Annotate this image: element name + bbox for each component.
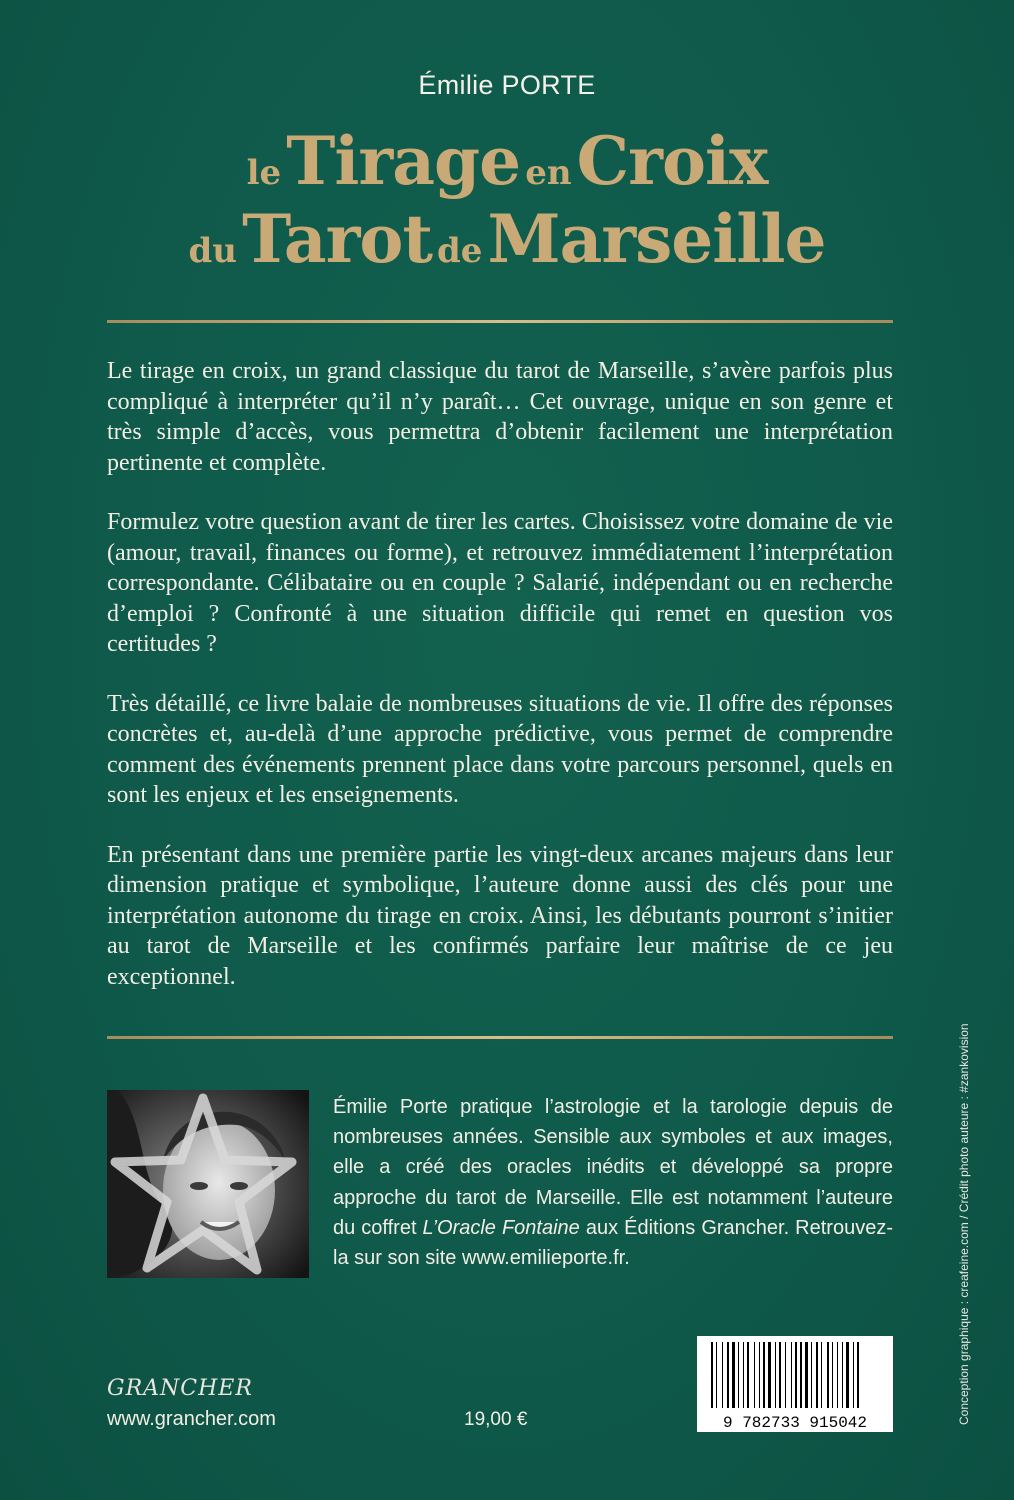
description-paragraph: En présentant dans une première partie les vingt-deux arcanes majeurs dans leur dimension pratique et symbolique, l’auteure donne aussi des clés pour une interprétation autonome du tirage en croix. Ainsi, les débutants pourront s’initier au tarot de Marseille et les confirmés parfaire leur maîtrise de ce jeu exceptionnel. — [107, 841, 893, 990]
title-word-tirage: Tirage — [286, 122, 521, 200]
book-title-line-1 — [0, 122, 1014, 200]
title-word-croix: Croix — [576, 122, 768, 200]
barcode-bar — [821, 1342, 822, 1408]
barcode-bar — [785, 1342, 786, 1408]
barcode-bar — [747, 1342, 749, 1408]
barcode-bar — [722, 1342, 723, 1408]
publisher-website: www.grancher.com — [107, 1408, 276, 1430]
barcode-bar — [795, 1342, 797, 1408]
title-word-le: le — [246, 153, 282, 193]
author-name: Émilie PORTE — [418, 70, 596, 100]
bio-text-1: Émilie Porte pratique l’astrologie et la tarologie depuis de nombreuses années. Sensible aux symboles et aux images, elle a créé des oracles inédits et développé sa propre approche du tarot de Marseille. Elle est notamment l’auteure du coffret — [333, 1096, 893, 1239]
isbn-number: 9 782733 915042 — [722, 1414, 868, 1432]
description-paragraph: Formulez votre question avant de tirer les cartes. Choisissez votre domaine de vie (amour, travail, finances ou forme), et retrouvez immédiatement l’interprétation correspondante. Célibataire ou en couple ? Salarié, indépendant ou en recherche d’emploi ? Confronté à une situation difficile qui remet en question vos certitudes ? — [107, 509, 893, 657]
barcode-bar — [711, 1342, 713, 1408]
barcode-bar — [779, 1342, 781, 1408]
barcode-bar — [800, 1342, 802, 1408]
barcode-bar — [837, 1342, 838, 1408]
barcode-bar — [732, 1342, 735, 1408]
barcode-bar — [857, 1342, 859, 1408]
barcode-bar — [832, 1342, 833, 1408]
barcode-bar — [775, 1342, 776, 1408]
barcode-bar — [846, 1342, 849, 1408]
barcode-bar — [842, 1342, 843, 1408]
barcode-image — [697, 1336, 893, 1432]
description-paragraph: Très détaillé, ce livre balaie de nombreuses situations de vie. Il offre des réponses concrètes et, au-delà d’une approche prédictive, vous permet de comprendre comment des événements prennent place dans votre parcours personnel, quels en sont les enjeux et les enseignements. — [107, 690, 893, 808]
title-word-en: en — [525, 153, 572, 193]
barcode-bar — [754, 1342, 755, 1408]
description-paragraph: Le tirage en croix, un grand classique du tarot de Marseille, s’avère parfois plus compliqué à interpréter qu’il n’y paraît… Cet ouvrage, unique en son genre et très simple d’accès, vous permettra d’obtenir facilement une interprétation pertinente et complète. — [107, 358, 893, 476]
price: 19,00 € — [464, 1409, 528, 1430]
barcode-bar — [811, 1342, 812, 1408]
barcode-bar — [716, 1342, 717, 1408]
barcode-bar — [827, 1342, 829, 1408]
barcode-bar — [738, 1342, 739, 1408]
barcode-bar — [805, 1342, 808, 1408]
author-portrait-image — [107, 1090, 309, 1278]
barcode-bar — [759, 1342, 760, 1408]
barcode-bar — [763, 1342, 765, 1408]
barcode-bar — [791, 1342, 792, 1408]
bio-book-title: L’Oracle Fontaine — [422, 1216, 580, 1239]
author-photo — [107, 1090, 309, 1278]
credits: Conception graphique : creafeine.com / Crédit photo auteure : #zankovision — [957, 1023, 971, 1425]
title-word-du: du — [188, 231, 237, 271]
divider-bottom — [107, 1036, 893, 1039]
book-title-line-2 — [0, 200, 1014, 278]
isbn-barcode — [697, 1336, 893, 1432]
barcode-bar — [853, 1342, 854, 1408]
title-word-marseille: Marseille — [487, 200, 826, 278]
bio-text-2: aux Éditions Grancher. Retrouvez-la sur son site www.emilieporte.fr. — [333, 1216, 893, 1270]
barcode-bar — [743, 1342, 744, 1408]
publisher-logo: GRANCHER — [107, 1376, 253, 1401]
description — [107, 356, 893, 1021]
barcode-bar — [768, 1342, 771, 1408]
title-word-de: de — [437, 231, 483, 271]
barcode-bar — [727, 1342, 729, 1408]
title-word-tarot: Tarot — [242, 200, 432, 278]
barcode-bar — [816, 1342, 818, 1408]
author-bio — [333, 1092, 893, 1273]
divider-top — [107, 320, 893, 323]
